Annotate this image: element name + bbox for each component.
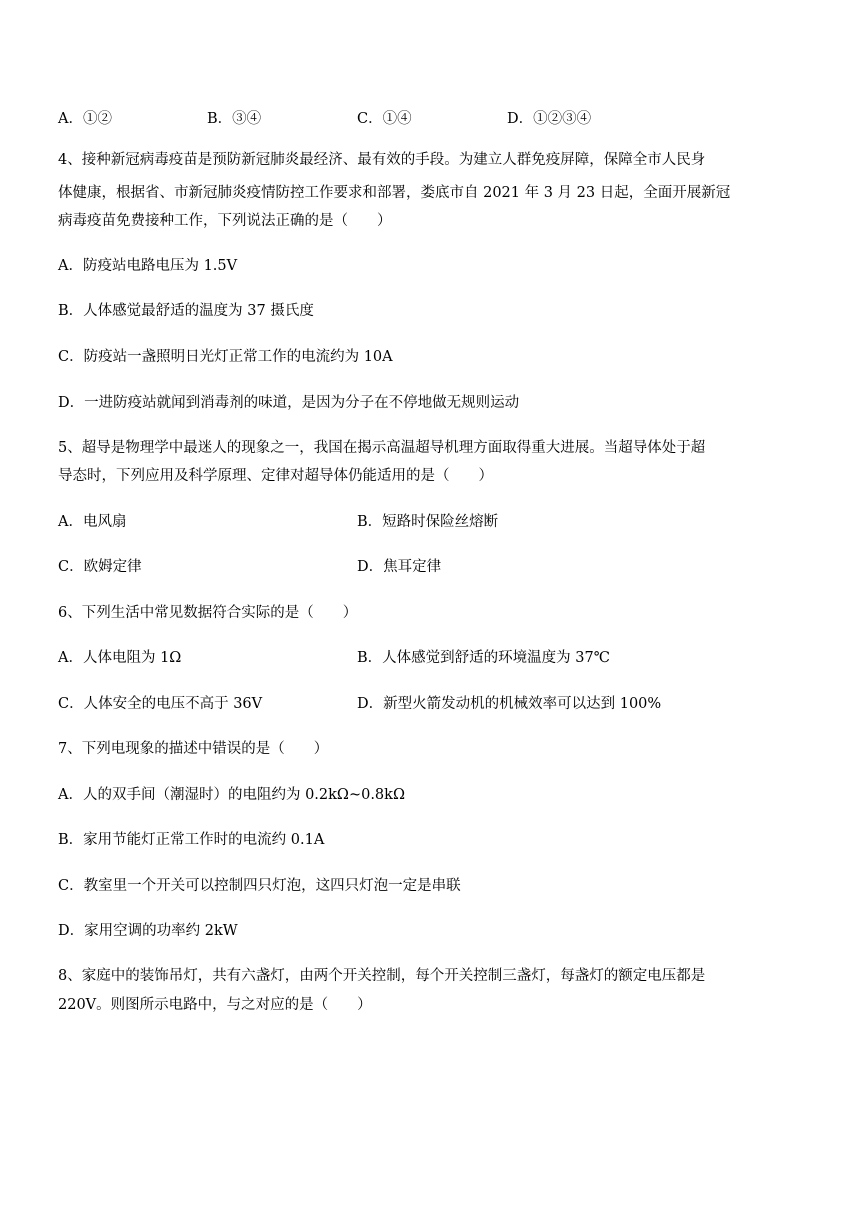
q7-option-a: A．人的双手间（潮湿时）的电阻约为 0.2kΩ~0.8kΩ — [58, 787, 405, 803]
q3-option-d: D．①②③④ — [507, 111, 592, 127]
q7-option-c: C．教室里一个开关可以控制四只灯泡，这四只灯泡一定是串联 — [58, 878, 461, 894]
q3-option-b: B．③④ — [207, 111, 262, 127]
q5-option-c: C．欧姆定律 — [58, 559, 142, 575]
q7-option-d: D．家用空调的功率约 2kW — [58, 923, 238, 939]
q4-option-b: B．人体感觉最舒适的温度为 37 摄氏度 — [58, 303, 314, 319]
q7-stem: 7、下列电现象的描述中错误的是（ ） — [58, 741, 329, 757]
q6-option-d: D．新型火箭发动机的机械效率可以达到 100% — [357, 696, 662, 712]
q4-stem-line-2: 体健康，根据省、市新冠肺炎疫情防控工作要求和部署，娄底市自 2021 年 3 月 23 日起，全面开展新冠 — [58, 185, 731, 201]
q4-option-a: A．防疫站电路电压为 1.5V — [58, 258, 238, 274]
q5-stem-line-1: 5、超导是物理学中最迷人的现象之一，我国在揭示高温超导机理方面取得重大进展。当超导体处于超 — [58, 440, 706, 456]
q5-option-d: D．焦耳定律 — [357, 559, 442, 575]
q3-option-a: A．①② — [58, 111, 112, 127]
q5-stem-line-2: 导态时，下列应用及科学原理、定律对超导体仍能适用的是（ ） — [58, 468, 493, 484]
q4-stem-line-3: 病毒疫苗免费接种工作，下列说法正确的是（ ） — [58, 213, 392, 229]
q4-option-c: C．防疫站一盏照明日光灯正常工作的电流约为 10A — [58, 349, 393, 365]
q8-stem-line-1: 8、家庭中的装饰吊灯，共有六盏灯，由两个开关控制，每个开关控制三盏灯，每盏灯的额定电压都是 — [58, 968, 706, 984]
q6-option-c: C．人体安全的电压不高于 36V — [58, 696, 263, 712]
q6-option-b: B．人体感觉到舒适的环境温度为 37℃ — [357, 650, 610, 666]
q6-option-a: A．人体电阻为 1Ω — [58, 650, 182, 666]
q4-option-d: D．一进防疫站就闻到消毒剂的味道，是因为分子在不停地做无规则运动 — [58, 395, 520, 411]
q4-stem-line-1: 4、接种新冠病毒疫苗是预防新冠肺炎最经济、最有效的手段。为建立人群免疫屏障，保障全市人民身 — [58, 152, 706, 168]
q7-option-b: B．家用节能灯正常工作时的电流约 0.1A — [58, 832, 325, 848]
q3-option-c: C．①④ — [357, 111, 412, 127]
q8-stem-line-2: 220V。则图所示电路中，与之对应的是（ ） — [58, 997, 372, 1013]
q6-stem: 6、下列生活中常见数据符合实际的是（ ） — [58, 605, 358, 621]
q5-option-b: B．短路时保险丝熔断 — [357, 514, 499, 530]
q5-option-a: A．电风扇 — [58, 514, 127, 530]
